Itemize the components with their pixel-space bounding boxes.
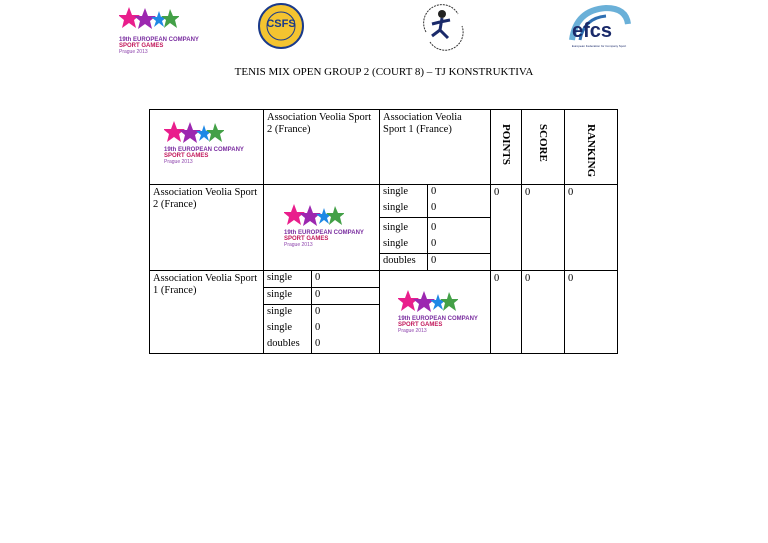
ranking-value: 0 (565, 271, 618, 354)
match-type: single (380, 221, 428, 237)
ranking-header: RANKING (585, 124, 597, 178)
score-header: SCORE (537, 124, 549, 162)
match-score: 0 (315, 338, 321, 349)
match-score: 0 (431, 222, 437, 233)
logo-line-2: SPORT GAMES (284, 236, 329, 243)
match-row (264, 288, 379, 305)
match-row (264, 337, 379, 353)
stars-icon (398, 289, 458, 313)
match-list (264, 271, 379, 353)
match-row (380, 254, 490, 271)
column-ranking (565, 110, 618, 185)
results-table (149, 109, 618, 354)
csfs-text: CSFS (266, 18, 296, 30)
match-score: 0 (312, 305, 380, 322)
match-score: 0 (428, 254, 491, 271)
efcs-subtitle: European Federation for Company Sport (571, 44, 627, 48)
corner-logo-cell (150, 110, 264, 185)
column-team-1: Association Veolia Sport 2 (France) (264, 110, 380, 185)
points-value: 0 (491, 271, 522, 354)
header-row (150, 110, 618, 185)
match-row (380, 201, 490, 218)
logo-line-1: 19th EUROPEAN COMPANY (284, 230, 364, 236)
match-type: single (264, 271, 312, 288)
stars-icon (284, 203, 344, 227)
points-value: 0 (491, 185, 522, 271)
team-row (150, 185, 618, 271)
match-row (264, 271, 379, 288)
logo-line-3: Prague 2013 (284, 241, 313, 248)
logo-line-3: Prague 2013 (398, 327, 427, 334)
diagonal-logo-cell (264, 185, 380, 271)
diagonal-logo-cell (380, 271, 491, 354)
match-type: single (380, 237, 428, 254)
page-title: TENIS MIX OPEN GROUP 2 (COURT 8) – TJ KONSTRUKTIVA (234, 66, 534, 78)
match-type: single (264, 321, 312, 337)
row-team-name: Association Veolia Sport 2 (France) (150, 185, 264, 271)
match-row (380, 185, 490, 201)
match-row (264, 321, 379, 337)
csfs-logo (258, 3, 304, 49)
team-row (150, 271, 618, 354)
player-emblem (418, 2, 468, 52)
score-value: 0 (522, 185, 565, 271)
games-logo (119, 6, 209, 56)
match-type: single (264, 288, 312, 305)
logo-line-1: 19th EUROPEAN COMPANY (164, 147, 244, 153)
soccer-player-icon (418, 2, 468, 52)
match-row (380, 221, 490, 237)
match-type: doubles (380, 254, 428, 271)
match-score: 0 (315, 272, 321, 283)
logo-line-1: 19th EUROPEAN COMPANY (398, 316, 478, 322)
match-type: doubles (264, 337, 312, 353)
logo-line-2: SPORT GAMES (119, 43, 164, 50)
logo-line-3: Prague 2013 (119, 48, 148, 55)
match-type: single (380, 185, 428, 201)
match-cell (264, 271, 380, 354)
efcs-logo (566, 4, 632, 56)
ranking-value: 0 (565, 185, 618, 271)
stars-icon (164, 120, 224, 144)
match-score: 0 (431, 186, 437, 197)
score-value: 0 (522, 271, 565, 354)
match-cell (380, 185, 491, 271)
match-score: 0 (312, 288, 380, 305)
match-list (380, 185, 490, 270)
logo-line-1: 19th EUROPEAN COMPANY (119, 37, 199, 43)
logo-line-2: SPORT GAMES (398, 322, 443, 329)
match-score: 0 (315, 322, 321, 333)
efcs-text: efcs (572, 20, 613, 42)
match-type: single (264, 305, 312, 322)
match-type: single (380, 201, 428, 218)
stars-icon (119, 6, 179, 32)
column-points (491, 110, 522, 185)
points-header: POINTS (500, 124, 512, 165)
row-team-name: Association Veolia Sport 1 (France) (150, 271, 264, 354)
column-score (522, 110, 565, 185)
match-row (380, 237, 490, 254)
match-row (264, 305, 379, 322)
logo-line-3: Prague 2013 (164, 158, 193, 165)
match-score: 0 (431, 202, 437, 213)
match-score: 0 (431, 238, 437, 249)
logo-line-2: SPORT GAMES (164, 153, 209, 160)
column-team-2: Association Veolia Sport 1 (France) (380, 110, 491, 185)
